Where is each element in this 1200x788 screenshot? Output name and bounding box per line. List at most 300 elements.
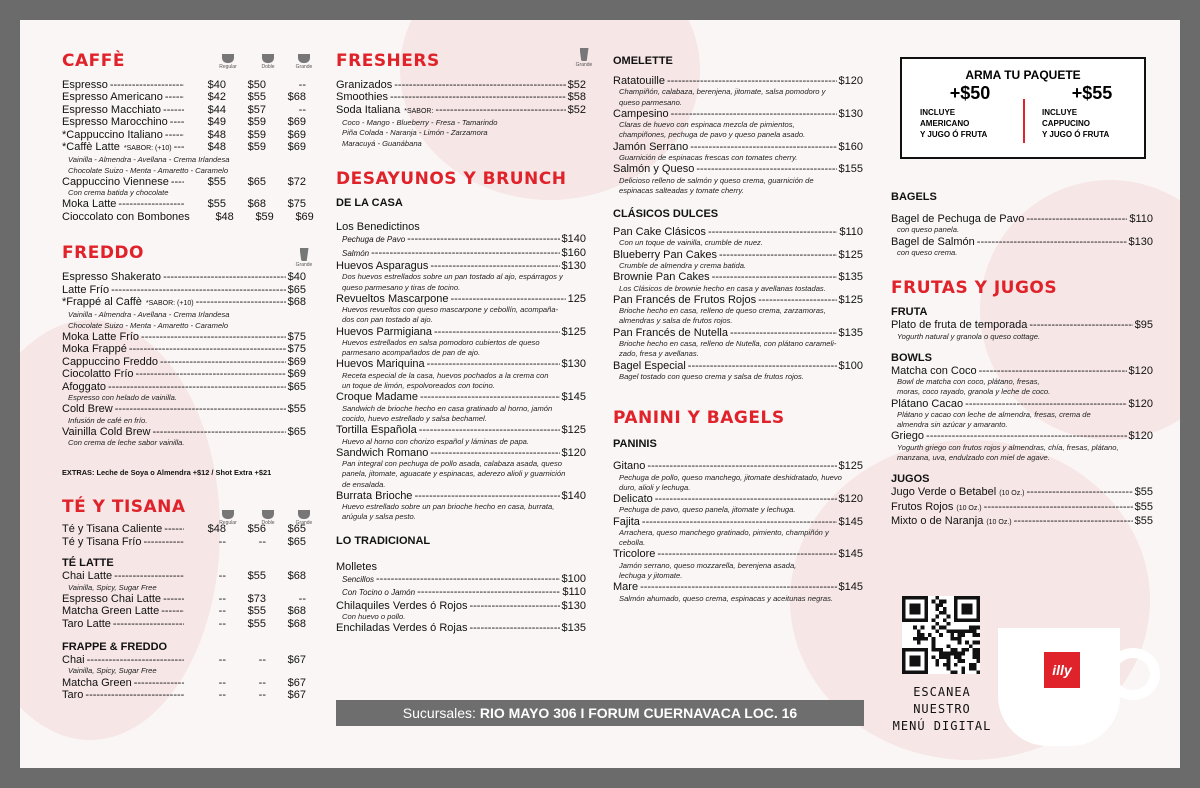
item-price: $57: [247, 103, 266, 116]
item-name: Con Tocino o Jamón: [342, 588, 416, 598]
cup-size-grande: [292, 54, 316, 70]
dot-leader: [160, 356, 286, 368]
menu-item-row: [613, 249, 863, 261]
item-name: Salmón y Queso: [613, 163, 695, 176]
item-name: Afoggato: [62, 380, 107, 393]
qr-code-icon[interactable]: [902, 596, 980, 674]
menu-item-row: [62, 381, 306, 393]
item-price: $55: [207, 198, 226, 211]
item-price: $125: [838, 248, 863, 261]
menu-item-row: [613, 108, 863, 120]
item-name: Huevos Asparagus: [336, 260, 429, 273]
item-name: Jugo Verde o Betabel: [891, 486, 997, 499]
item-name: Chai: [62, 653, 85, 666]
item-price: $110: [1129, 213, 1153, 225]
menu-item-row: [62, 91, 306, 103]
dot-leader: [141, 331, 286, 343]
menu-item-row: [62, 284, 306, 296]
menu-item-row: [62, 368, 306, 380]
item-price: $155: [838, 163, 863, 176]
item-description: moras, coco rayado, granola y leche de coco.: [897, 387, 1051, 397]
dot-leader: [414, 490, 559, 502]
item-description: Receta especial de la casa, huevos pochados a la crema con: [342, 370, 549, 380]
cup-size-label: Regular: [219, 520, 237, 526]
item-description: Vainilla - Almendra - Avellana - Crema Irlandesa: [68, 310, 230, 320]
item-description: Huevo estrellado sobre un pan brioche hecho en casa, burrata,: [342, 502, 555, 512]
item-price: $69: [287, 128, 306, 141]
dot-leader: [407, 233, 559, 245]
item-price: --: [298, 103, 306, 116]
item-name: Sencillos: [342, 574, 375, 584]
item-name: Espresso Macchiato: [62, 103, 162, 116]
section-title: CAFFÈ: [62, 51, 125, 71]
item-name: Matcha Green: [62, 676, 132, 689]
item-name: Espresso Shakerato: [62, 271, 162, 284]
menu-item-row: [62, 403, 306, 415]
menu-item-row: [62, 593, 306, 605]
item-price: --: [258, 535, 266, 548]
item-description: Huevos estrellados en salsa pomodoro cubiertos de queso: [342, 338, 540, 348]
item-price: --: [258, 676, 266, 689]
menu-item-row: [62, 79, 306, 91]
item-price: $120: [838, 492, 863, 505]
item-size: (10 Oz.): [986, 519, 1012, 527]
menu-item-row: [62, 198, 306, 210]
item-price: $65: [247, 175, 266, 188]
subsection-title: PANINIS: [613, 438, 657, 451]
item-description: lechuga y jitomate.: [619, 570, 683, 580]
item-name: *Cappuccino Italiano: [62, 128, 163, 141]
section-title: FREDDO: [62, 243, 144, 264]
item-price: $160: [561, 246, 586, 259]
dot-leader: [655, 493, 837, 505]
column-desayunos: [336, 20, 593, 635]
cup-size-label: Grande: [295, 64, 313, 70]
item-price: $100: [561, 572, 586, 585]
item-name: Matcha con Coco: [891, 364, 977, 377]
dot-leader: [129, 343, 286, 355]
extras-note: EXTRAS: Leche de Soya o Almendra +$12 / Shot Extra +$21: [62, 468, 272, 478]
item-description: Pechuga de pavo, queso panela, jitomate y lechuga.: [619, 505, 796, 515]
item-price: --: [218, 535, 226, 548]
menu-item-row: [613, 271, 863, 283]
item-name: Pan Francés de Frutos Rojos: [613, 293, 757, 306]
section-title: PANINI Y BAGELS: [613, 408, 785, 429]
item-price: $48: [207, 128, 226, 141]
cup-icon: [298, 54, 310, 63]
item-price: $44: [207, 103, 226, 116]
item-name: *Frappé al Caffè: [62, 296, 142, 309]
menu-item-row: [613, 516, 863, 528]
paquete-option-1: [920, 83, 1020, 140]
item-description: Con un toque de vainilla, crumble de nuez.: [619, 238, 763, 248]
menu-item-row: [613, 226, 863, 238]
menu-item-row: [891, 236, 1153, 248]
item-price: $48: [207, 523, 226, 536]
item-price: $120: [1128, 430, 1153, 443]
cup-size-label: Grande: [575, 62, 593, 68]
dot-leader: [469, 622, 559, 634]
item-price: $68: [287, 617, 306, 630]
menu-item-row: [336, 260, 586, 272]
menu-item-row: [613, 141, 863, 153]
paquete-amount: +$55: [1071, 83, 1113, 103]
item-description: Vainilla, Spicy, Sugar Free: [68, 582, 157, 592]
item-name: Mare: [613, 581, 639, 594]
menu-item-row: [613, 327, 863, 339]
item-price: $125: [561, 424, 586, 437]
item-description: Salmón ahumado, queso crema, espinacas y aceitunas negras.: [619, 593, 834, 603]
item-price: $145: [561, 391, 586, 404]
item-description: Delicioso relleno de salmón y queso crema, guarnición de: [619, 175, 814, 185]
item-price: $55: [247, 605, 266, 618]
menu-item-row: [62, 141, 306, 155]
dot-leader: [371, 247, 559, 259]
item-price: $69: [295, 210, 314, 223]
item-price: $100: [838, 359, 863, 372]
item-description: almendra sin azúcar y amaranto.: [897, 420, 1008, 430]
paquete-includes: INCLUYE AMERICANO Y JUGO Ó FRUTA: [920, 108, 988, 139]
item-description: Arrachera, queso manchego gratinado, pimiento, champiñón y: [619, 527, 829, 537]
item-description: Bowl de matcha con coco, plátano, fresas,: [897, 377, 1040, 387]
item-price: $130: [561, 599, 586, 612]
section-title: TÉ Y TISANA: [62, 497, 186, 518]
dot-leader: [174, 141, 184, 153]
item-name: Moka Latte Frío: [62, 330, 140, 343]
item-description: Coco - Mango - Blueberry - Fresa - Tamarindo: [342, 118, 498, 128]
paquete-title: ARMA TU PAQUETE: [965, 68, 1081, 82]
dot-leader: [163, 593, 184, 605]
paquete-option-2: [1042, 83, 1142, 140]
item-name: Ratatouille: [613, 75, 665, 87]
item-price: $110: [562, 586, 586, 599]
item-description: Chocolate Suizo - Menta - Amaretto - Caramelo: [68, 165, 229, 175]
item-price: 125: [567, 292, 586, 305]
dot-leader: [430, 447, 559, 459]
dot-leader: [977, 236, 1127, 248]
item-name: Enchiladas Verdes ó Rojas: [336, 622, 468, 635]
item-name: Taro Latte: [62, 617, 111, 630]
item-description: Vainilla - Almendra - Avellana - Crema Irlandesa: [68, 155, 230, 165]
dot-leader: [427, 358, 560, 370]
item-price: $145: [838, 515, 863, 528]
dot-leader: [85, 689, 184, 701]
dot-leader: [196, 296, 286, 308]
item-price: $73: [247, 592, 266, 605]
item-price: $120: [838, 75, 863, 87]
menu-item-row: [891, 319, 1153, 331]
item-description: Piña Colada - Naranja - Limón - Zarzamora: [342, 128, 488, 138]
item-price: $68: [287, 91, 306, 104]
item-description: zado, fresa y avellanas.: [619, 349, 699, 359]
item-name: Fajita: [613, 515, 640, 528]
dot-leader: [469, 600, 559, 612]
item-name: Smoothies: [336, 91, 388, 104]
item-price: $120: [1128, 397, 1153, 410]
item-name: Jamón Serrano: [613, 140, 689, 153]
cup-size-regular: [216, 54, 240, 70]
item-name: Delicato: [613, 492, 653, 505]
menu-item-row: [62, 605, 306, 617]
item-name: Espresso Marocchino: [62, 116, 168, 129]
item-price: --: [298, 79, 306, 91]
item-name: Cold Brew: [62, 403, 113, 416]
dot-leader: [451, 293, 566, 305]
menu-item-row: [336, 358, 586, 370]
item-name: Tricolore: [613, 548, 656, 561]
dot-leader: [434, 326, 560, 338]
menu-item-row: [613, 163, 863, 175]
item-price: $125: [838, 460, 863, 473]
item-price: --: [298, 592, 306, 605]
menu-item-row: [62, 296, 306, 310]
item-name: Pan Francés de Nutella: [613, 326, 728, 339]
dot-leader: [719, 249, 837, 261]
dot-leader: [1026, 213, 1127, 225]
item-price: $42: [207, 91, 226, 104]
dot-leader: [87, 654, 184, 666]
item-price: $65: [287, 425, 306, 438]
subsection-title: BAGELS: [891, 191, 937, 203]
item-price: --: [258, 689, 266, 701]
menu-item-row: [336, 447, 586, 459]
item-description: espinacas salteadas y tomate cherry.: [619, 185, 744, 195]
dot-leader: [376, 573, 560, 585]
cup-size-grande: [292, 510, 316, 526]
item-name: Chilaquiles Verdes ó Rojos: [336, 599, 468, 612]
item-note: *SABOR: (+10): [145, 300, 194, 308]
subsection-title: FRUTA: [891, 306, 928, 319]
item-price: $65: [287, 283, 306, 296]
item-description: manzana, uva, endulzado con miel de agave.: [897, 453, 1050, 463]
menu-item-row: [62, 426, 306, 438]
subsection-title: TÉ LATTE: [62, 557, 114, 570]
item-price: $52: [567, 79, 586, 91]
item-price: --: [218, 617, 226, 630]
item-description: Chocolate Suizo - Menta - Amaretto - Caramelo: [68, 320, 229, 330]
menu-item-row: [891, 486, 1153, 500]
dot-leader: [165, 91, 184, 103]
item-name: Matcha Green Latte: [62, 605, 160, 618]
dot-leader: [708, 226, 837, 238]
menu-item-row: [62, 356, 306, 368]
item-price: $140: [561, 489, 586, 502]
item-price: $50: [247, 79, 266, 91]
dot-leader: [657, 548, 836, 560]
menu-item-row: [62, 689, 306, 701]
menu-item-row: [613, 493, 863, 505]
dot-leader: [758, 294, 836, 306]
menu-item-row: [62, 331, 306, 343]
menu-item-row: [336, 79, 586, 91]
menu-item-row: [336, 586, 586, 599]
dot-leader: [1029, 319, 1132, 331]
cup-icon: [298, 510, 310, 519]
menu-item-row: [336, 622, 586, 634]
item-name: Mixto o de Naranja: [891, 515, 984, 528]
dot-leader: [152, 426, 285, 438]
item-name: Vainilla Cold Brew: [62, 425, 151, 438]
dot-leader: [115, 403, 286, 415]
dot-leader: [712, 271, 837, 283]
menu-item-row: [62, 176, 306, 188]
coffee-cup-handle: [1106, 648, 1160, 700]
item-name: Espresso Chai Latte: [62, 592, 162, 605]
item-name: Pechuga de Pavo: [342, 235, 406, 245]
dot-leader: [108, 381, 286, 393]
item-price: $55: [207, 175, 226, 188]
item-description: Dos huevos estrellados sobre un pan tostado al ajo, espárragos y: [342, 272, 563, 282]
item-group-title: Molletes: [336, 560, 377, 573]
item-price: $125: [838, 293, 863, 306]
item-description: Maracuyá - Guanábana: [342, 138, 422, 148]
item-price: $135: [838, 326, 863, 339]
cup-icon: [262, 54, 274, 63]
dot-leader: [417, 586, 560, 598]
dot-leader: [161, 605, 184, 617]
item-description: con queso crema.: [897, 248, 958, 258]
item-price: $125: [561, 325, 586, 338]
cup-icon: [580, 48, 589, 61]
item-price: --: [258, 653, 266, 666]
item-price: $160: [838, 140, 863, 153]
dot-leader: [170, 116, 184, 128]
item-price: $59: [247, 141, 266, 154]
item-description: Crumble de almendra y crema batida.: [619, 261, 747, 271]
dot-leader: [926, 430, 1126, 442]
item-name: Tortilla Española: [336, 424, 417, 437]
item-price: $52: [567, 103, 586, 116]
cup-size-doble: [256, 54, 280, 70]
paquete-amount: +$50: [949, 83, 991, 103]
item-description: Claras de huevo con espinaca mezcla de pimientos,: [619, 120, 795, 130]
menu-item-row: [613, 548, 863, 560]
item-price: $68: [287, 296, 306, 309]
item-price: $58: [567, 91, 586, 104]
item-price: $55: [1134, 515, 1153, 528]
dot-leader: [671, 108, 837, 120]
item-price: $55: [287, 403, 306, 416]
subsection-title: LO TRADICIONAL: [336, 534, 431, 547]
menu-item-row: [336, 326, 586, 338]
item-description: Los Clásicos de brownie hecho en casa y avellanas tostadas.: [619, 283, 826, 293]
dot-leader: [1027, 486, 1133, 498]
item-name: Espresso: [62, 79, 108, 91]
dot-leader: [114, 570, 184, 582]
item-description: Pan integral con pechuga de pollo asada, calabaza asada, queso: [342, 459, 562, 469]
item-description: cebolla.: [619, 538, 646, 548]
illy-logo: illy: [1044, 652, 1080, 688]
menu-item-row: [62, 271, 306, 283]
item-name: Gitano: [613, 460, 646, 473]
menu-item-row: [891, 365, 1153, 377]
dot-leader: [111, 284, 286, 296]
item-name: Cappuccino Viennese: [62, 175, 169, 188]
menu-item-row: [891, 398, 1153, 410]
item-price: $56: [247, 523, 266, 536]
item-name: Moka Frappé: [62, 343, 127, 356]
item-description: arúgula y salsa pesto.: [342, 512, 416, 522]
item-description: Huevo al horno con chorizo español y láminas de papa.: [342, 436, 530, 446]
menu-item-row: [891, 430, 1153, 442]
item-name: Sandwich Romano: [336, 446, 429, 459]
section-title: FRESHERS: [336, 51, 440, 71]
menu-item-row: [336, 391, 586, 403]
cup-size-label: Grande: [295, 520, 313, 526]
dot-leader: [640, 581, 836, 593]
item-price: $69: [287, 355, 306, 368]
item-price: $75: [287, 343, 306, 356]
item-description: Espresso con helado de vainilla.: [68, 392, 177, 402]
menu-item-row: [62, 536, 306, 548]
menu-item-row: [336, 490, 586, 502]
menu-item-row: [336, 91, 586, 103]
dot-leader: [965, 398, 1126, 410]
item-price: $59: [247, 128, 266, 141]
item-note: *SABOR: (+10): [123, 145, 172, 153]
menu-item-row: [336, 247, 586, 260]
item-price: $120: [561, 446, 586, 459]
dot-leader: [394, 79, 565, 91]
menu-sheet: [20, 20, 1180, 768]
item-description: Brioche hecho en casa, relleno de Nutella, con plátano carameli-: [619, 339, 837, 349]
item-name: Soda Italiana: [336, 103, 401, 116]
item-description: Pechuga de pollo, queso manchego, jitomate deshidratado, huevo: [619, 472, 842, 482]
dot-leader: [420, 391, 560, 403]
cup-icon: [222, 54, 234, 63]
item-price: $135: [838, 271, 863, 284]
dot-leader: [118, 198, 184, 210]
menu-item-row: [336, 104, 586, 118]
dot-leader: [419, 424, 560, 436]
item-price: $120: [1128, 364, 1153, 377]
item-name: Huevos Mariquina: [336, 358, 425, 371]
item-description: champiñones, pechuga de pavo y queso panela asado.: [619, 130, 806, 140]
item-price: $55: [1134, 486, 1153, 499]
dot-leader: [163, 104, 184, 116]
item-description: Champiñón, calabaza, berenjena, jitomate, salsa pomodoro y: [619, 87, 826, 97]
item-price: $140: [561, 233, 586, 246]
cup-size-regular: [216, 510, 240, 526]
item-name: Campesino: [613, 107, 669, 120]
item-description: Infusión de café en frío.: [68, 415, 148, 425]
menu-item-row: [62, 618, 306, 630]
subsection-title: FRAPPE & FREDDO: [62, 640, 168, 653]
dot-leader: [984, 501, 1133, 513]
item-name: Espresso Americano: [62, 91, 163, 104]
item-description: Con crema batida y chocolate: [68, 188, 169, 198]
cup-size-label: Regular: [219, 64, 237, 70]
item-description: un toque de limón, espolvoreados con tocino.: [342, 381, 495, 391]
cup-size-grande: [572, 48, 596, 68]
item-name: Cioccolato con Bombones: [62, 210, 190, 223]
item-price: $40: [207, 79, 226, 91]
item-name: Granizados: [336, 79, 393, 91]
menu-item-row: [336, 293, 586, 305]
menu-item-row: [336, 233, 586, 246]
item-name: Burrata Brioche: [336, 489, 413, 502]
item-name: *Caffè Latte: [62, 141, 120, 154]
cup-size-label: Doble: [261, 64, 275, 70]
item-price: $40: [287, 271, 306, 284]
dot-leader: [134, 677, 184, 689]
item-price: $67: [287, 676, 306, 689]
item-price: $135: [561, 622, 586, 635]
subsection-title: BOWLS: [891, 351, 932, 364]
qr-caption: ESCANEA NUESTRO MENÚ DIGITAL: [892, 685, 992, 733]
paquete-includes: INCLUYE CAPPUCINO Y JUGO Ó FRUTA: [1042, 108, 1110, 139]
item-price: $65: [287, 523, 306, 536]
